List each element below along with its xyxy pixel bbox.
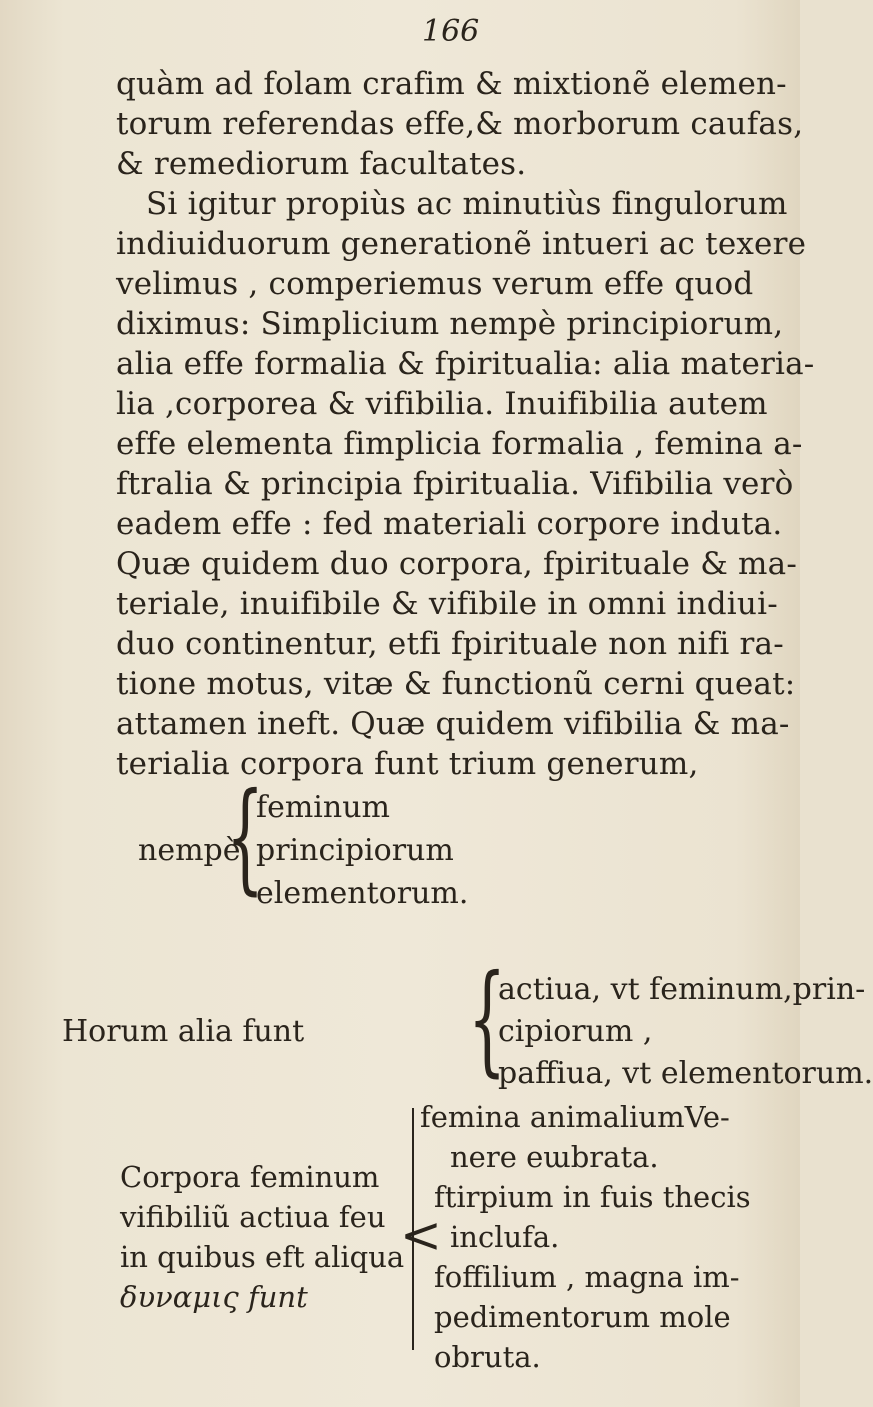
text-line: effe elementa fimplicia formalia , femina a- <box>116 426 803 462</box>
brace-item: ftirpium in fuis thecis <box>434 1180 751 1214</box>
brace-icon: < <box>400 1206 442 1264</box>
text-line: teriale, inuifibile & vifibile in omni indiui- <box>116 586 778 622</box>
brace-item: pedimentorum mole <box>434 1300 731 1334</box>
text-line: quàm ad folam crafim & mixtionẽ elemen- <box>116 66 787 102</box>
brace-lead-line: δυναμις funt <box>120 1280 308 1314</box>
text-line: attamen ineft. Quæ quidem vifibilia & ma- <box>116 706 790 742</box>
brace-lead: nempè <box>138 833 241 868</box>
brace-lead-line: Corpora feminum <box>120 1160 380 1194</box>
brace-item: obruta. <box>434 1340 541 1374</box>
brace-item: principiorum <box>256 833 454 868</box>
brace-item: nere eɯbrata. <box>450 1140 659 1174</box>
brace-lead-line: in quibus eft aliqua <box>120 1240 405 1274</box>
text-line: ftralia & principia fpiritualia. Vifibilia verò <box>116 466 794 502</box>
brace-icon: { <box>468 950 507 1089</box>
text-line: duo continentur, etfi fpirituale non nifi ra- <box>116 626 784 662</box>
brace-item: paffiua, vt elementorum. <box>498 1056 873 1091</box>
text-line: tione motus, vitæ & functionũ cerni queat: <box>116 666 796 702</box>
text-line: alia effe formalia & fpiritualia: alia materia- <box>116 346 815 382</box>
brace-item: elementorum. <box>256 876 469 911</box>
brace-item: cipiorum , <box>498 1014 653 1049</box>
text-line: eadem effe : fed materiali corpore induta. <box>116 506 783 542</box>
text-line: diximus: Simplicium nempè principiorum, <box>116 306 784 342</box>
text-line: Si igitur propiùs ac minutiùs fingulorum <box>146 186 788 222</box>
brace-item: inclufa. <box>450 1220 560 1254</box>
brace-item: femina animaliumVe- <box>420 1100 730 1134</box>
page-number: 166 <box>422 14 480 49</box>
text-line: lia ,corporea & vifibilia. Inuifibilia autem <box>116 386 768 422</box>
text-line: Quæ quidem duo corpora, fpirituale & ma- <box>116 546 798 582</box>
text-line: velimus , comperiemus verum effe quod <box>116 266 754 302</box>
brace-item: foffilium , magna im- <box>434 1260 740 1294</box>
text-line: & remediorum facultates. <box>116 146 527 182</box>
brace-lead-line: vifibiliũ actiua feu <box>120 1200 386 1234</box>
text-line: torum referendas effe,& morborum caufas, <box>116 106 804 142</box>
brace-item: feminum <box>256 790 390 825</box>
text-line: terialia corpora funt trium generum, <box>116 746 699 782</box>
brace-lead: Horum alia funt <box>62 1014 305 1049</box>
brace-icon: { <box>226 768 265 907</box>
text-line: indiuiduorum generationẽ intueri ac texere <box>116 226 807 262</box>
brace-item: actiua, vt feminum,prin- <box>498 972 866 1007</box>
